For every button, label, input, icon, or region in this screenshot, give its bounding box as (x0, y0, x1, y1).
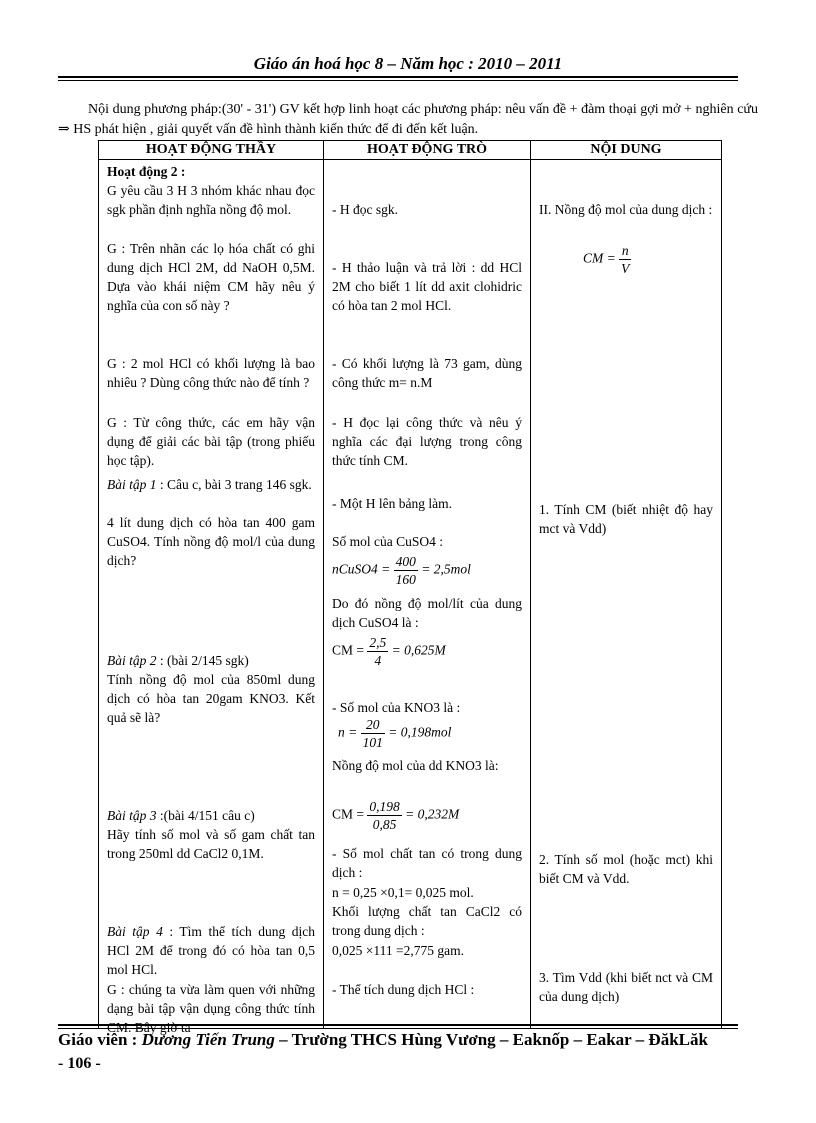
teacher-p2: G : Trên nhãn các lọ hóa chất có ghi dung dịch HCl 2M, dd NaOH 0,5M. Dựa vào khái niệm CM hãy nêu ý nghĩa của con số này ? (107, 241, 315, 313)
formula-3 (338, 716, 522, 751)
content-cell (531, 160, 722, 1029)
formula-3-den: 101 (362, 735, 383, 750)
content-c2: 1. Tính CM (biết nhiệt độ hay mct và Vdd) (539, 502, 713, 536)
student-cell (324, 160, 531, 1029)
header-rule (58, 76, 738, 78)
formula-2-result: = 0,625M (391, 642, 446, 658)
student-s6: Số mol của CuSO4 : (332, 534, 444, 549)
teacher-p5: G : chúng ta vừa làm quen với những dạng bài tập vận dụng công thức tính CM. Bây giờ ta (107, 982, 315, 1035)
formula-1-den: 160 (395, 572, 416, 587)
exercise-2-text: Tính nồng độ mol của 850ml dung dịch có hòa tan 20gam KNO3. Kết quả sẽ là? (107, 672, 315, 725)
formula-1-num: 400 (395, 554, 416, 569)
formula-2-den: 4 (374, 653, 382, 668)
formula-4-num: 0,198 (369, 799, 400, 814)
formula-2-fraction (367, 634, 388, 669)
formula-4-lhs: CM = (332, 806, 364, 822)
table-body-row (99, 160, 722, 1029)
header-content: NỘI DUNG (531, 141, 722, 160)
formula-4-fraction (367, 798, 401, 833)
formula-cm-num: n (619, 242, 631, 260)
formula-3-lhs: n = (338, 724, 358, 740)
teacher-p1: G yêu cầu 3 H 3 nhóm khác nhau đọc sgk phần định nghĩa nồng độ mol. (107, 183, 315, 217)
page-number: - 106 - (58, 1055, 101, 1072)
formula-cm-fraction (619, 242, 631, 277)
teacher-cell (99, 160, 324, 1035)
intro-text: Nội dung phương pháp:(30' - 31') GV kết hợp linh hoạt các phương pháp: nêu vấn đề + đàm thoại gợi mở + nghiên cứu ⇒ HS phát hiện , giải quyết vấn đề hình thành kiến thức để đi đến kết luận. (58, 102, 758, 137)
student-s7: Do đó nồng độ mol/lít của dung dịch CuSO4 là : (332, 596, 522, 630)
formula-cm-den: V (621, 261, 630, 276)
formula-cm (583, 242, 713, 277)
student-s11: n = 0,25 ×0,1= 0,025 mol. (332, 885, 474, 900)
student-s14: - Thể tích dung dịch HCl : (332, 982, 475, 997)
exercise-1-text: 4 lít dung dịch có hòa tan 400 gam CuSO4. Tính nồng độ mol/l của dung dịch? (107, 515, 315, 568)
formula-4-result: = 0,232M (405, 806, 460, 822)
student-s5: - Một H lên bảng làm. (332, 496, 452, 511)
intro-paragraph (58, 100, 758, 140)
formula-1-fraction (394, 553, 418, 588)
student-s9: Nồng độ mol của dd KNO3 là: (332, 758, 499, 773)
student-s8: - Số mol của KNO3 là : (332, 700, 461, 715)
student-s3: - Có khối lượng là 73 gam, dùng công thức m= n.M (332, 356, 522, 390)
teacher-p4: G : Từ công thức, các em hãy vận dụng để giải các bài tập (trong phiếu học tập). (107, 415, 315, 468)
table-header-row (99, 141, 722, 160)
exercise-4-text: : Tìm thể tích dung dịch HCl 2M để trong đó có hòa tan 0,5 mol HCl. (107, 924, 316, 977)
formula-cm-lhs: CM = (583, 250, 616, 266)
footer-rule (58, 1024, 738, 1026)
formula-3-num: 20 (361, 716, 385, 734)
exercise-2-label: Bài tập 2 (107, 653, 157, 668)
exercise-4 (107, 922, 315, 979)
formula-3-result: = 0,198mol (388, 724, 452, 740)
header-teacher: HOẠT ĐỘNG THẦY (99, 141, 324, 160)
footer (58, 1030, 708, 1050)
exercise-3-label: Bài tập 3 (107, 808, 157, 823)
exercise-3 (107, 806, 315, 825)
header-rule-thin (58, 80, 738, 81)
content-c4: 3. Tìm Vdd (khi biết nct và CM của dung dịch) (539, 970, 713, 1004)
student-s13: 0,025 ×111 =2,775 gam. (332, 943, 464, 958)
header-student: HOẠT ĐỘNG TRÒ (324, 141, 531, 160)
student-s12: Khối lượng chất tan CaCl2 có trong dung dịch : (332, 904, 522, 938)
student-s4: - H đọc lại công thức và nêu ý nghĩa các đại lượng trong công thức tính CM. (332, 415, 522, 468)
exercise-4-label: Bài tập 4 (107, 924, 163, 939)
lesson-table (98, 140, 722, 1035)
footer-school: – Trường THCS Hùng Vương – Eaknốp – Eakar – ĐăkLăk (279, 1030, 708, 1049)
exercise-3-ref: :(bài 4/151 câu c) (159, 808, 255, 823)
teacher-name: Dương Tiến Trung (141, 1030, 275, 1049)
page-header: Giáo án hoá học 8 – Năm học : 2010 – 2011 (253, 54, 563, 73)
formula-1 (332, 553, 522, 588)
formula-4-den: 0,85 (372, 817, 397, 832)
exercise-1-ref: : Câu c, bài 3 trang 146 sgk. (159, 477, 312, 492)
formula-3-fraction (361, 716, 385, 751)
teacher-p3: G : 2 mol HCl có khối lượng là bao nhiêu ? Dùng công thức nào để tính ? (107, 356, 315, 390)
exercise-1 (107, 475, 315, 494)
formula-4 (332, 798, 522, 833)
student-s1: - H đọc sgk. (332, 202, 398, 217)
exercise-2 (107, 651, 315, 670)
content-c3: 2. Tính số mol (hoặc mct) khi biết CM và Vdd. (539, 852, 713, 886)
exercise-3-text: Hãy tính số mol và số gam chất tan trong 250ml dd CaCl2 0,1M. (107, 827, 315, 861)
formula-2-num: 2,5 (369, 635, 387, 650)
student-s10: - Số mol chất tan có trong dung dịch : (332, 846, 522, 880)
formula-1-result: = 2,5mol (421, 561, 471, 577)
formula-2-lhs: CM = (332, 642, 364, 658)
content-c1: II. Nồng độ mol của dung dịch : (539, 202, 713, 217)
student-s2: - H thảo luận và trả lời : dd HCl 2M cho biết 1 lít dd axit clohidric có hòa tan 2 mol HCl. (332, 260, 522, 313)
formula-1-lhs: nCuSO4 = (332, 561, 391, 577)
exercise-2-ref: : (bài 2/145 sgk) (159, 653, 249, 668)
formula-2 (332, 634, 522, 669)
footer-prefix: Giáo viên : (58, 1030, 138, 1049)
activity-title: Hoạt động 2 : (107, 164, 186, 179)
exercise-1-label: Bài tập 1 (107, 477, 157, 492)
footer-rule-thin (58, 1028, 738, 1029)
